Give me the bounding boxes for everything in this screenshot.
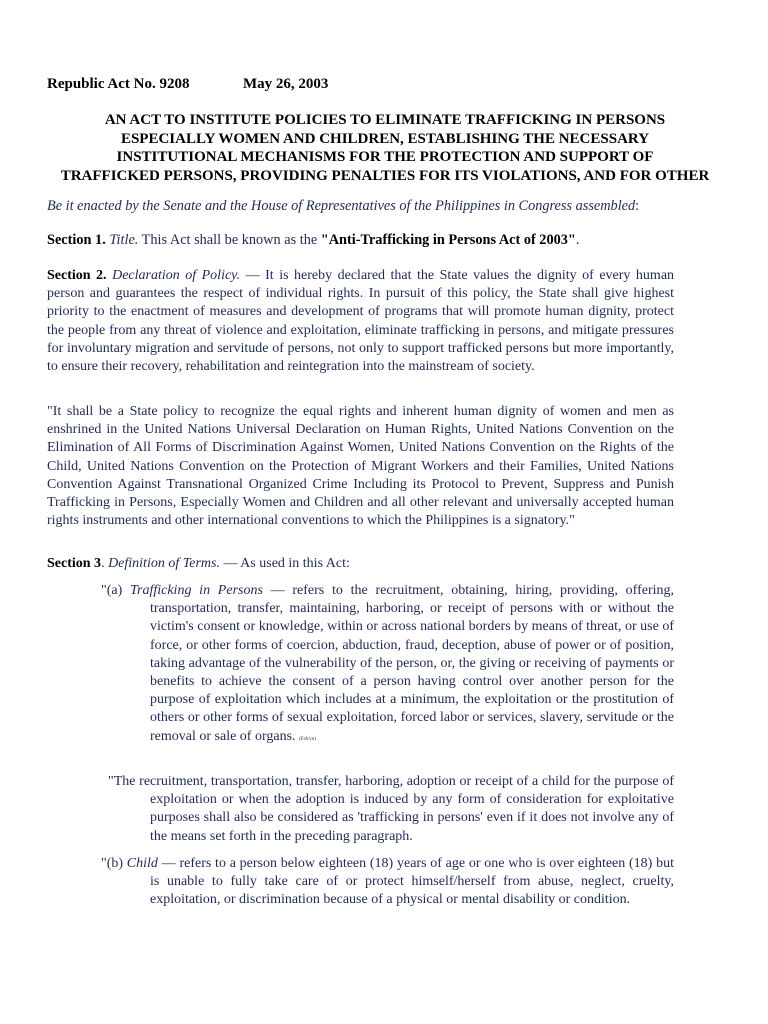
definition-a-mark: (Fsfcvn) [299, 736, 316, 742]
section-1-heading: Title. [109, 232, 139, 248]
section-1 [47, 232, 579, 249]
section-3-heading: Definition of Terms. [108, 556, 220, 571]
section-2-text: It is hereby declared that the State values the dignity of every human person and guarantees the respect of individual rights. In pursuit of this policy, the State shall give highest priority to the enactment of measures and development of programs that will promote human dignity, protect the people from any threat of violence and exploitation, eliminate trafficking in persons, and mitigate pressures for involuntary migration and servitude of persons, not only to support trafficked persons but more importantly, to ensure their recovery, rehabilitation and reintegration into the mainstream of society. [47, 268, 675, 375]
section-3 [47, 555, 674, 573]
act-number: Republic Act No. 9208 [47, 76, 190, 92]
title-line: TRAFFICKED PERSONS, PROVIDING PENALTIES FOR ITS VIOLATIONS, AND FOR OTHER [60, 167, 710, 184]
section-2-heading: Declaration of Policy. [112, 268, 241, 283]
definition-a [101, 582, 675, 749]
enacting-clause [47, 198, 639, 215]
section-2-paragraph-2: "It shall be a State policy to recognize the equal rights and inherent human dignity of women and men as enshrined in the United Nations Universal Declaration on Human Rights, United Nations Convention on the Elimination of All Forms of Discrimination Against Women, United Nations Convention on the Rights of the Child, United Nations Convention on the Protection of Migrant Workers and their Families, United Nations Convention Against Transnational Organized Crime Including its Protocol to Prevent, Suppress and Punish Trafficking in Persons, Especially Women and Children and all other relevant and universally accepted human rights instruments and other international conventions to which the Philippines is a signatory." [47, 404, 674, 529]
definition-b-lead: "(b) [101, 856, 127, 871]
enacting-clause-text: Be it enacted by the Senate and the House of Representatives of the Philippines in Congress assembled [47, 198, 636, 214]
definition-a-child-paragraph: "The recruitment, transportation, transfer, harboring, adoption or receipt of a child for the purpose of exploitation or when the adoption is induced by any form of consideration for exploitative purposes shall also be considered as 'trafficking in persons' even if it does not involve any of the means set forth in the preceding paragraph. [108, 774, 674, 844]
title-line: AN ACT TO INSTITUTE POLICIES TO ELIMINATE TRAFFICKING IN PERSONS [104, 112, 666, 128]
definition-b-body: refers to a person below eighteen (18) years of age or one who is over eighteen (18) but is unable to fully take care of or protect himself/herself from abuse, neglect, cruelty, exploitation, or discrimination because of a physical or mental disability or condition. [150, 856, 674, 908]
enacting-clause-end: : [635, 198, 640, 214]
section-1-text: This Act shall be known as the [138, 232, 321, 248]
title-line: INSTITUTIONAL MECHANISMS FOR THE PROTECTION AND SUPPORT OF [116, 149, 654, 165]
section-1-end: . [575, 232, 580, 248]
section-3-dot: . [101, 556, 105, 571]
definition-a-body: refers to the recruitment, obtaining, hiring, providing, offering, transportation, transfer, maintaining, harboring, or receipt of persons with or without the victim's consent or knowledge, within or across national borders by means of threat, or use of force, or other forms of coercion, abduction, fraud, deception, abuse of power or of position, taking advantage of the vulnerability of the person, or, the giving or receiving of payments or benefits to achieve the consent of a person having control over another person for the purpose of exploitation which includes at a minimum, the exploitation or the prostitution of others or other forms of sexual exploitation, forced labor or services, slavery, servitude or the removal or sale of organs. [150, 583, 675, 744]
section-2-dash: — [240, 268, 266, 283]
definition-a-lead: "(a) [101, 583, 130, 598]
act-title [40, 111, 730, 185]
short-title: "Anti-Trafficking in Persons Act of 2003" [320, 232, 576, 248]
section-3-text: — As used in this Act: [219, 556, 350, 571]
definition-b-dash: — [157, 856, 180, 871]
section-3-label: Section 3 [47, 556, 102, 571]
act-date: May 26, 2003 [243, 76, 329, 92]
section-2-paragraph-1 [47, 267, 674, 376]
definition-b-term: Child [126, 856, 158, 871]
section-1-label: Section 1. [47, 232, 106, 248]
definition-a-dash: — [262, 583, 293, 598]
title-line: ESPECIALLY WOMEN AND CHILDREN, ESTABLISHING THE NECESSARY [120, 130, 650, 147]
definition-b [101, 855, 674, 910]
section-2-label: Section 2. [47, 268, 107, 283]
definition-a-term: Trafficking in Persons [130, 583, 263, 598]
